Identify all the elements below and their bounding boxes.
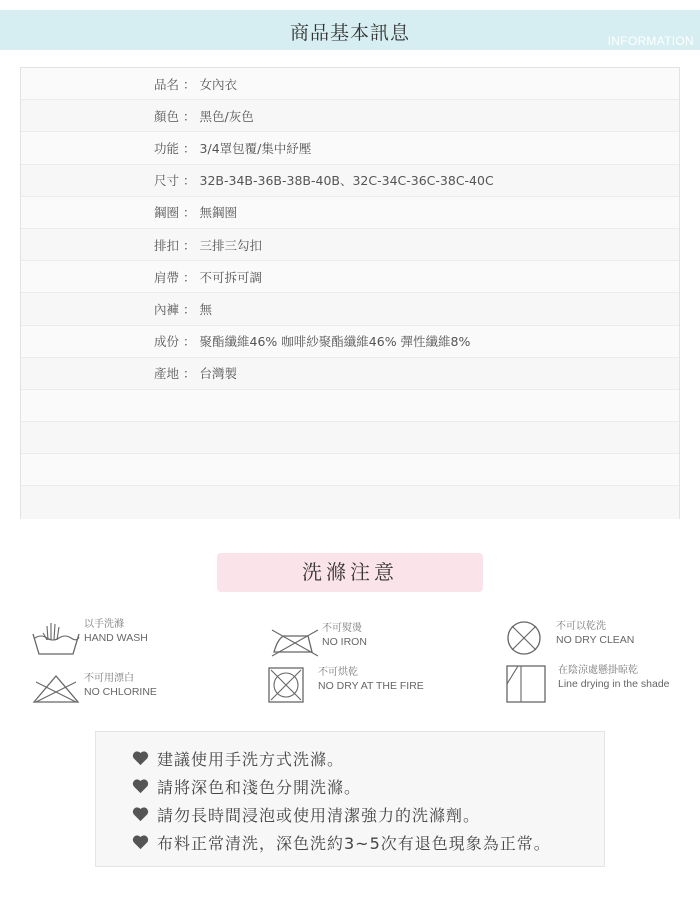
- spec-separator: ：: [183, 205, 196, 221]
- spec-row: [21, 100, 679, 132]
- spec-row: [21, 197, 679, 229]
- care-no-tumble-dry: [264, 666, 424, 706]
- wash-section-title: 洗滌注意: [217, 553, 483, 592]
- no-dry-clean-icon: [502, 620, 554, 660]
- spec-key: 產地: [154, 366, 180, 382]
- spec-separator: ：: [183, 366, 196, 382]
- spec-row: [21, 358, 679, 390]
- spec-row: [21, 229, 679, 261]
- care-label-en: HAND WASH: [84, 632, 148, 644]
- spec-key: 內褲: [154, 301, 180, 317]
- spec-separator: ：: [183, 108, 196, 124]
- care-no-iron: [268, 622, 367, 662]
- spec-value: 32B-34B-36B-38B-40B、32C-34C-36C-38C-40C: [199, 173, 494, 189]
- spec-separator: ：: [183, 301, 196, 317]
- spec-key: 成份: [154, 334, 180, 350]
- spec-row: [21, 68, 679, 100]
- spec-row: [21, 326, 679, 358]
- spec-value: 黑色/灰色: [199, 108, 254, 124]
- spec-value: 無鋼圈: [199, 205, 238, 221]
- no-iron-icon: [268, 622, 320, 662]
- list-item: [132, 744, 604, 772]
- heart-icon: [132, 806, 149, 822]
- spec-row-empty: [21, 422, 679, 454]
- spec-row-empty: [21, 390, 679, 422]
- spec-separator: ：: [183, 76, 196, 92]
- spec-key: 尺寸: [154, 173, 180, 189]
- care-label-en: NO DRY AT THE FIRE: [318, 680, 424, 692]
- spec-row: [21, 293, 679, 325]
- spec-separator: ：: [183, 237, 196, 253]
- care-no-dry-clean: [502, 620, 634, 660]
- care-label-en: Line drying in the shade: [558, 678, 670, 690]
- spec-row: [21, 165, 679, 197]
- spec-separator: ：: [183, 269, 196, 285]
- hand-wash-icon: [30, 618, 82, 658]
- care-label-en: NO IRON: [322, 636, 367, 648]
- heart-icon: [132, 750, 149, 766]
- spec-row: [21, 261, 679, 293]
- care-label-zh: 不可以乾洗: [556, 621, 606, 632]
- spec-value: 3/4罩包覆/集中紓壓: [199, 140, 312, 156]
- care-label-en: NO CHLORINE: [84, 686, 157, 698]
- note-text: 建議使用手洗方式洗滌。: [157, 749, 345, 769]
- heart-icon: [132, 834, 149, 850]
- list-item: [132, 772, 604, 800]
- spec-value: 女內衣: [199, 76, 238, 92]
- spec-separator: ：: [183, 334, 196, 350]
- spec-table: [20, 67, 680, 519]
- no-tumble-dry-icon: [264, 666, 316, 706]
- care-line-dry-shade: [504, 664, 670, 704]
- list-item: [132, 828, 604, 856]
- note-text: 布料正常清洗，深色洗約3~5次有退色現象為正常。: [157, 833, 551, 853]
- care-label-zh: 不可烘乾: [318, 667, 358, 678]
- spec-key: 排扣: [154, 237, 180, 253]
- wash-notes: [95, 731, 605, 867]
- spec-value: 聚酯纖維46% 咖啡紗聚酯纖維46% 彈性纖維8%: [199, 334, 471, 350]
- no-chlorine-icon: [30, 672, 82, 712]
- page-title: 商品基本訊息: [289, 22, 410, 44]
- care-hand-wash: [30, 618, 148, 658]
- spec-value: 無: [199, 301, 213, 317]
- spec-key: 肩帶: [154, 269, 180, 285]
- care-no-chlorine: [30, 672, 157, 712]
- spec-separator: ：: [183, 173, 196, 189]
- spec-key: 功能: [154, 140, 180, 156]
- care-label-zh: 不可熨燙: [322, 623, 362, 634]
- spec-row-empty: [21, 454, 679, 486]
- care-label-zh: 不可用漂白: [84, 673, 134, 684]
- care-label-en: NO DRY CLEAN: [556, 634, 635, 646]
- note-text: 請勿長時間浸泡或使用清潔強力的洗滌劑。: [157, 805, 481, 825]
- care-label-zh: 在陰涼處懸掛晾乾: [558, 665, 638, 676]
- spec-row: [21, 132, 679, 164]
- note-text: 請將深色和淺色分開洗滌。: [157, 777, 362, 797]
- spec-value: 台灣製: [199, 366, 238, 382]
- spec-separator: ：: [183, 140, 196, 156]
- heart-icon: [132, 778, 149, 794]
- page-subtitle: INFORMATION: [607, 34, 694, 48]
- care-label-zh: 以手洗滌: [84, 619, 124, 630]
- line-dry-shade-icon: [504, 664, 556, 704]
- spec-key: 品名: [154, 76, 180, 92]
- spec-row-empty: [21, 486, 679, 518]
- spec-value: 三排三勾扣: [199, 237, 263, 253]
- spec-key: 顏色: [154, 108, 180, 124]
- spec-value: 不可拆可調: [199, 269, 263, 285]
- spec-key: 鋼圈: [154, 205, 180, 221]
- list-item: [132, 800, 604, 828]
